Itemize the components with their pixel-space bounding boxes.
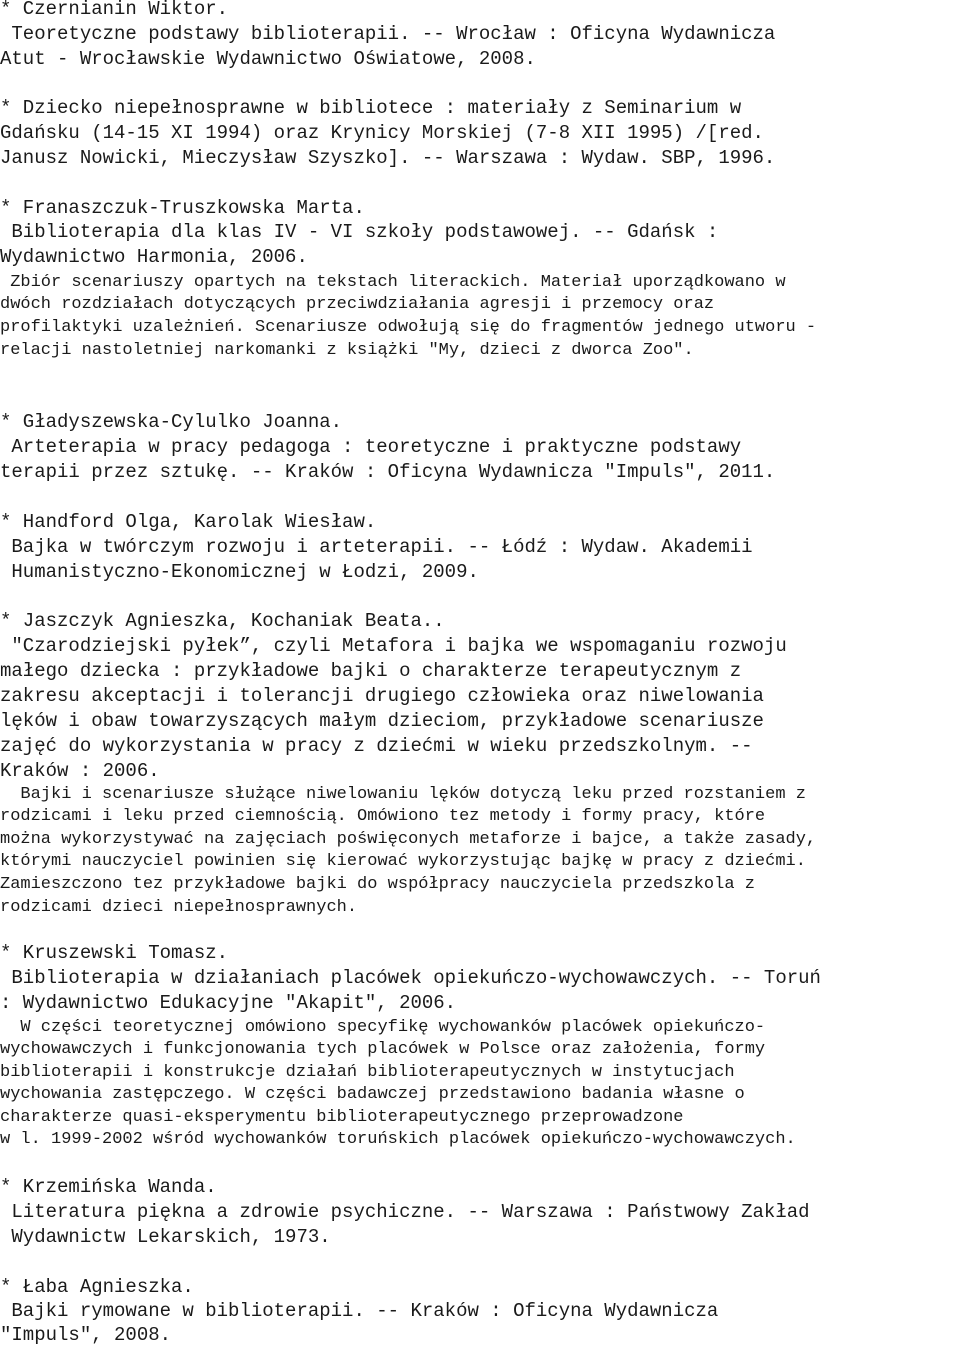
entry-line: terapii przez sztukę. -- Kraków : Oficyna Wydawnicza "Impuls", 2011. bbox=[0, 461, 776, 483]
entry-line: Bajka w twórczym rozwoju i arteterapii. -- Łódź : Wydaw. Akademii bbox=[0, 536, 753, 558]
annotation-line: W części teoretycznej omówiono specyfikę wychowanków placówek opiekuńczo- bbox=[0, 1018, 766, 1037]
entry-line: * Łaba Agnieszka. bbox=[0, 1276, 194, 1298]
entry-line: * Franaszczuk-Truszkowska Marta. bbox=[0, 197, 365, 219]
annotation-line: Zbiór scenariuszy opartych na tekstach literackich. Materiał uporządkowano w bbox=[0, 273, 786, 292]
entry-line: * Jaszczyk Agnieszka, Kochaniak Beata.. bbox=[0, 610, 445, 632]
entry-line: zakresu akceptacji i tolerancji drugiego człowieka oraz niwelowania bbox=[0, 685, 764, 707]
entry-line: Janusz Nowicki, Mieczysław Szyszko]. -- Warszawa : Wydaw. SBP, 1996. bbox=[0, 147, 776, 169]
annotation-line: można wykorzystywać na zajęciach poświęconych metaforze i bajce, a także zasady, bbox=[0, 830, 817, 849]
entry-line: Biblioterapia dla klas IV - VI szkoły podstawowej. -- Gdańsk : bbox=[0, 221, 719, 243]
annotation-line: Zamieszczono tez przykładowe bajki do współpracy nauczyciela przedszkola z bbox=[0, 875, 755, 894]
entry-line: * Czernianin Wiktor. bbox=[0, 0, 229, 20]
entry-line: Bajki rymowane w biblioterapii. -- Kraków : Oficyna Wydawnicza bbox=[0, 1300, 719, 1322]
entry-line: : Wydawnictwo Edukacyjne "Akapit", 2006. bbox=[0, 992, 457, 1014]
annotation-line: profilaktyki uzależnień. Scenariusze odwołują się do fragmentów jednego utworu - bbox=[0, 318, 817, 337]
entry-line: zajęć do wykorzystania w pracy z dziećmi w wieku przedszkolnym. -- bbox=[0, 735, 753, 757]
annotation-line: biblioterapii i konstrukcje działań biblioterapeutycznych w instytucjach bbox=[0, 1063, 735, 1082]
annotation-line: wychowawczych i funkcjonowania tych placówek w Polsce oraz założenia, formy bbox=[0, 1040, 766, 1059]
annotation-line: relacji nastoletniej narkomanki z książki "My, dzieci z dworca Zoo". bbox=[0, 341, 694, 360]
entry-line: * Kruszewski Tomasz. bbox=[0, 942, 229, 964]
annotation-line: Bajki i scenariusze służące niwelowaniu lęków dotyczą leku przed rozstaniem z bbox=[0, 785, 806, 804]
entry-line: Teoretyczne podstawy biblioterapii. -- Wrocław : Oficyna Wydawnicza bbox=[0, 23, 776, 45]
entry-line: * Handford Olga, Karolak Wiesław. bbox=[0, 511, 377, 533]
annotation-line: dwóch rozdziałach dotyczących przeciwdziałania agresji i przemocy oraz bbox=[0, 295, 715, 314]
entry-line: Literatura piękna a zdrowie psychiczne. -- Warszawa : Państwowy Zakład bbox=[0, 1201, 810, 1223]
entry-line: Wydawnictw Lekarskich, 1973. bbox=[0, 1226, 331, 1248]
entry-line: * Dziecko niepełnosprawne w bibliotece : materiały z Seminarium w bbox=[0, 97, 742, 119]
entry-line: "Czarodziejski pyłek”, czyli Metafora i bajka we wspomaganiu rozwoju bbox=[0, 635, 787, 657]
entry-line: Humanistyczno-Ekonomicznej w Łodzi, 2009. bbox=[0, 561, 479, 583]
entry-line: Biblioterapia w działaniach placówek opiekuńczo-wychowawczych. -- Toruń bbox=[0, 967, 821, 989]
entry-line: Atut - Wrocławskie Wydawnictwo Oświatowe, 2008. bbox=[0, 48, 536, 70]
entry-line: "Impuls", 2008. bbox=[0, 1324, 172, 1346]
entry-line: Kraków : 2006. bbox=[0, 760, 160, 782]
entry-line: małego dziecka : przykładowe bajki o charakterze terapeutycznym z bbox=[0, 660, 742, 682]
annotation-line: rodzicami i leku przed ciemnością. Omówiono tez metody i formy pracy, które bbox=[0, 807, 766, 826]
entry-line: * Krzemińska Wanda. bbox=[0, 1176, 217, 1198]
annotation-line: którymi nauczyciel powinien się kierować wykorzystując bajkę w pracy z dziećmi. bbox=[0, 852, 806, 871]
entry-line: Wydawnictwo Harmonia, 2006. bbox=[0, 246, 308, 268]
entry-line: * Gładyszewska-Cylulko Joanna. bbox=[0, 411, 343, 433]
annotation-line: charakterze quasi-eksperymentu biblioterapeutycznego przeprowadzone bbox=[0, 1108, 684, 1127]
annotation-line: wychowania zastępczego. W części badawczej przedstawiono badania własne o bbox=[0, 1085, 745, 1104]
annotation-line: w l. 1999-2002 wśród wychowanków toruńskich placówek opiekuńczo-wychowawczych. bbox=[0, 1130, 796, 1149]
entry-line: Gdańsku (14-15 XI 1994) oraz Krynicy Morskiej (7-8 XII 1995) /[red. bbox=[0, 122, 764, 144]
entry-line: lęków i obaw towarzyszących małym dzieciom, przykładowe scenariusze bbox=[0, 710, 764, 732]
entry-line: Arteterapia w pracy pedagoga : teoretyczne i praktyczne podstawy bbox=[0, 436, 742, 458]
annotation-line: rodzicami dzieci niepełnosprawnych. bbox=[0, 898, 358, 917]
